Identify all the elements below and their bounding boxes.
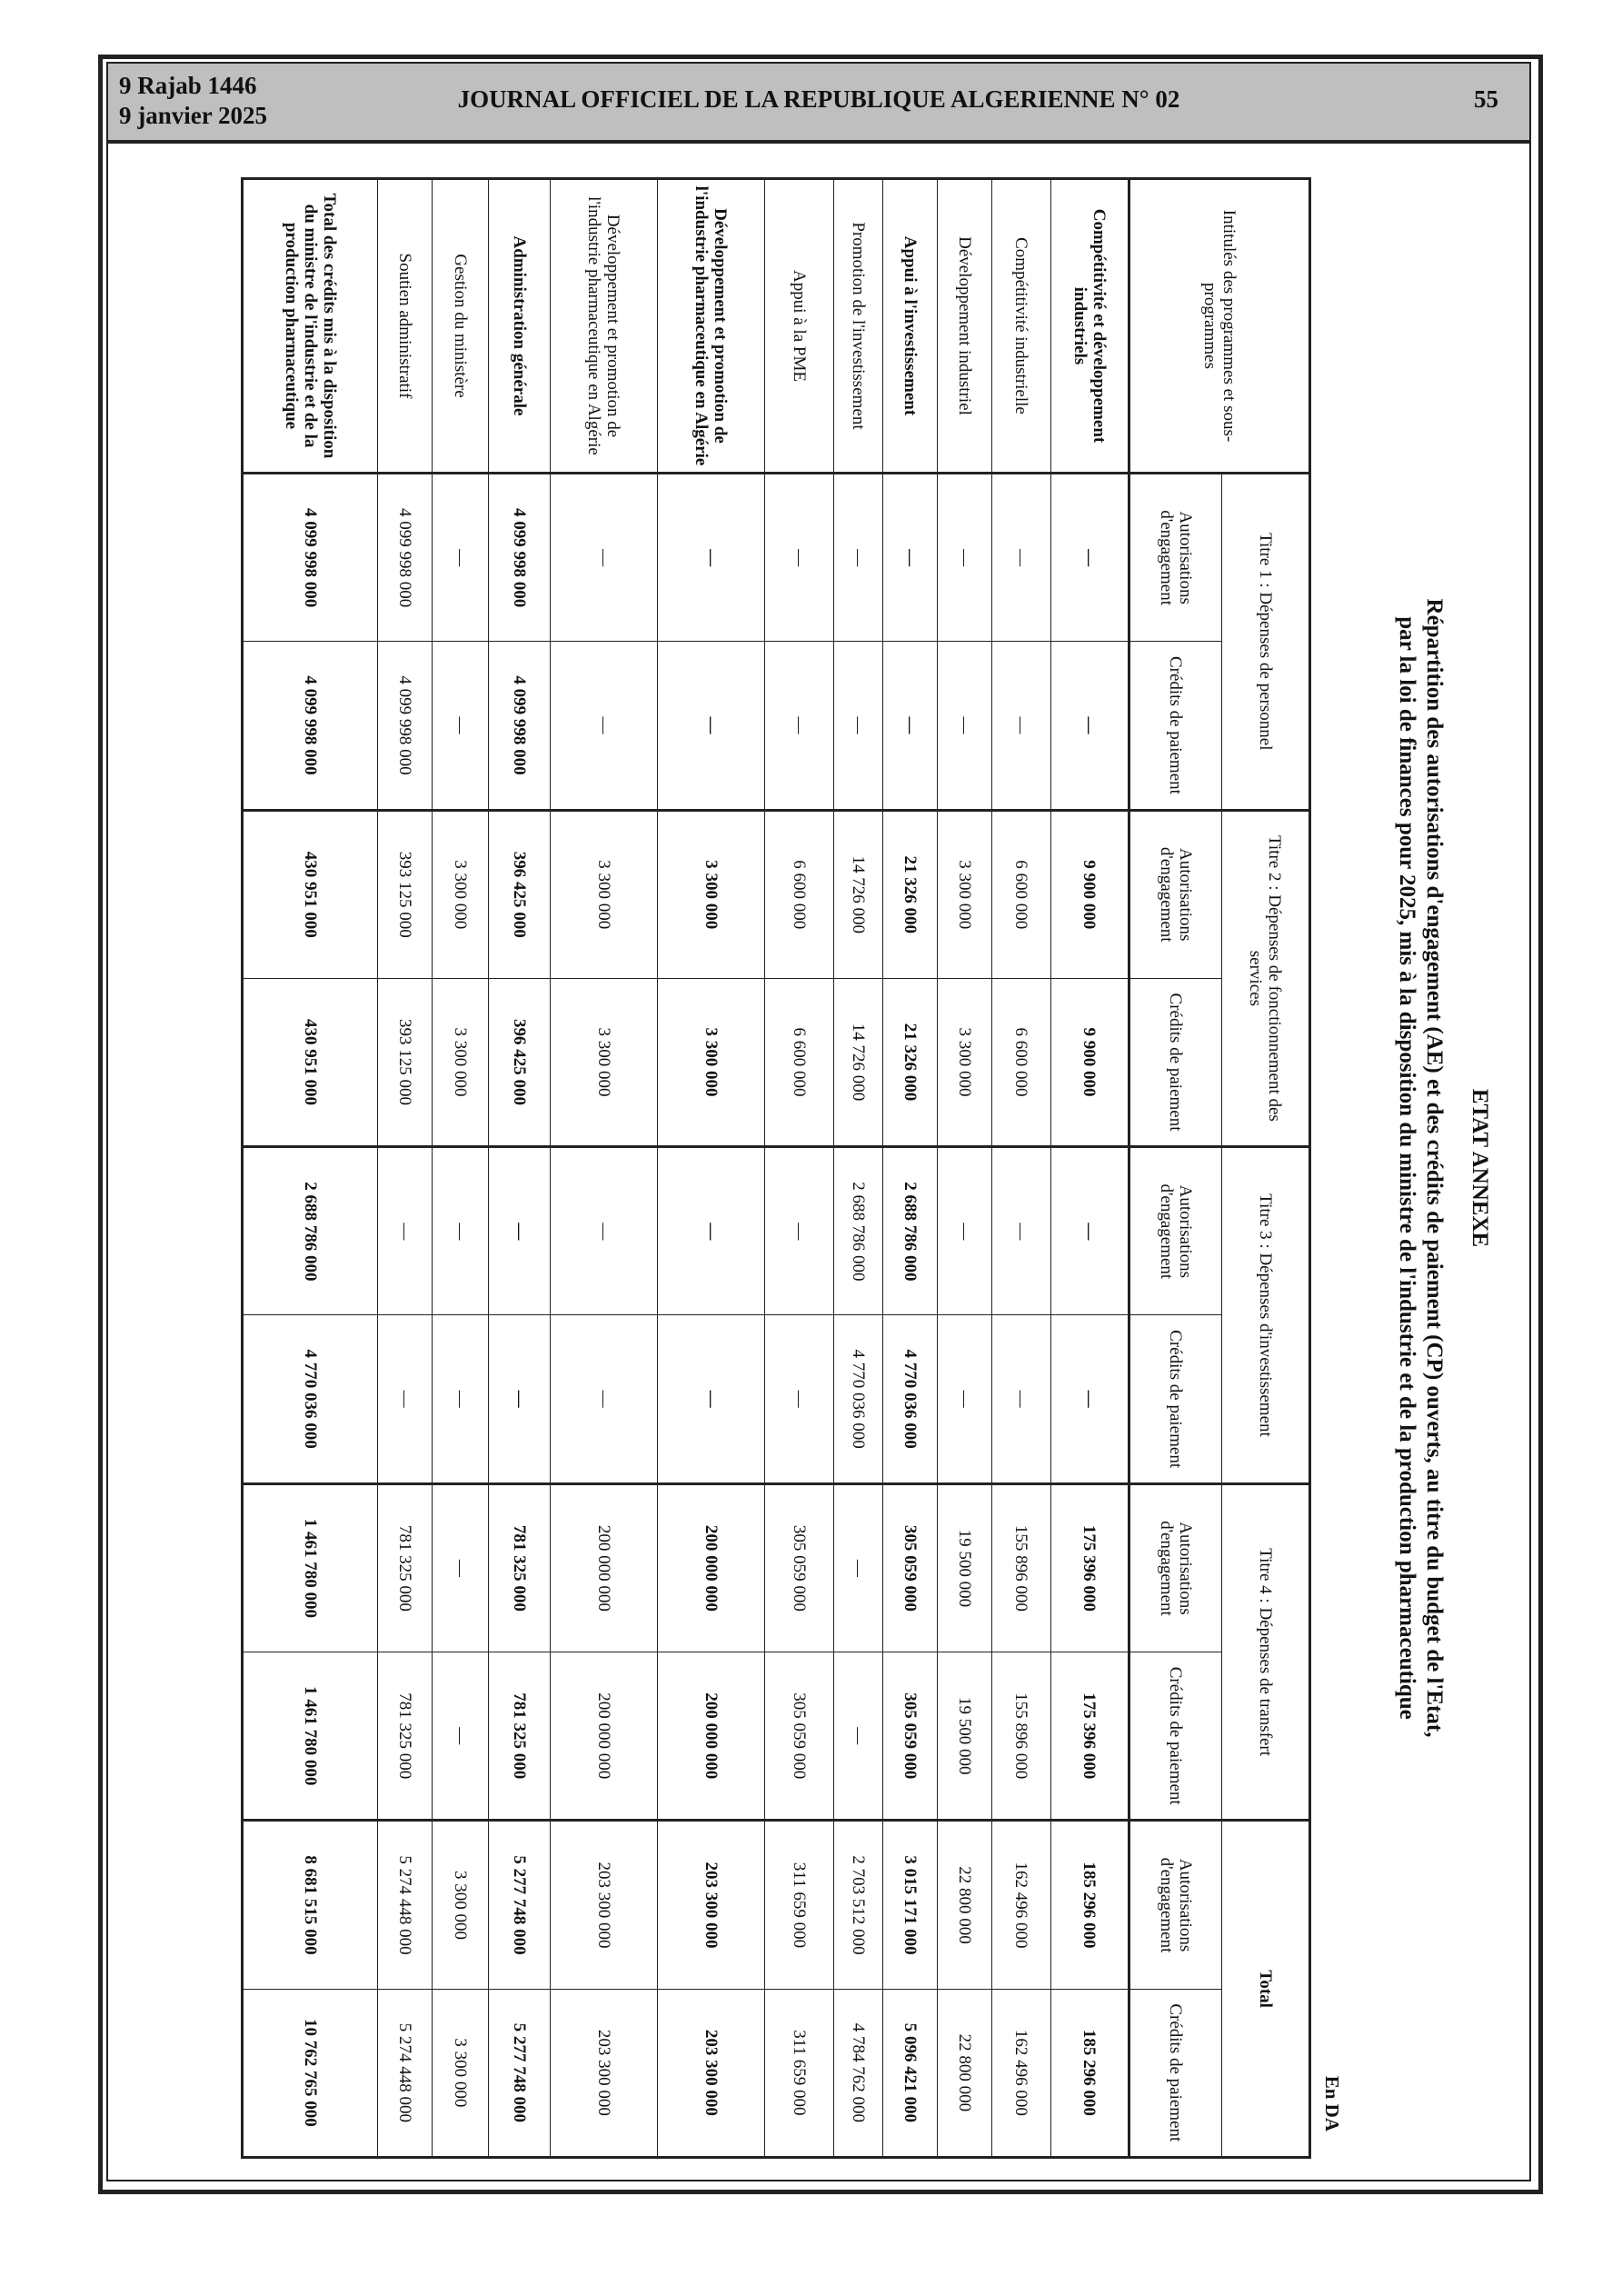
sub-header-ae: Autorisations d'engagement (1129, 1821, 1222, 1989)
cell-cp-value: — (938, 1315, 992, 1483)
annex-description-line1: Répartition des autorisations d'engagement (AE) et des crédits de paiement (CP) ouverts, au titre du budget de l'Etat, (1422, 598, 1447, 1738)
cell-ae-value: 305 059 000 (765, 1483, 834, 1652)
cell-cp-value: — (433, 1652, 489, 1821)
cell-cp-value: 155 896 000 (992, 1652, 1051, 1821)
cell-ae-value: 305 059 000 (883, 1483, 938, 1652)
title-block (1309, 177, 1508, 2159)
cell-cp-value: — (765, 1315, 834, 1483)
cell-cp-value: 4 770 036 000 (834, 1315, 883, 1483)
cell-ae-value: 2 688 786 000 (243, 1147, 378, 1315)
cell-cp-value: 9 900 000 (1051, 978, 1129, 1146)
cell-ae-value: — (938, 1147, 992, 1315)
sub-header-cp: Crédits de paiement (1129, 978, 1222, 1146)
sub-header-ae: Autorisations d'engagement (1129, 1483, 1222, 1652)
cell-ae-value: 14 726 000 (834, 810, 883, 978)
cell-ae-value: 430 951 000 (243, 810, 378, 978)
cell-cp-value: 203 300 000 (551, 1989, 658, 2157)
cell-ae-value: 781 325 000 (378, 1483, 433, 1652)
cell-cp-value: 3 300 000 (551, 978, 658, 1146)
cell-ae-value: — (992, 474, 1051, 642)
cell-cp-value: 14 726 000 (834, 978, 883, 1146)
cell-cp-value: 4 784 762 000 (834, 1989, 883, 2157)
row-label: Développement et promotion de l'industrie pharmaceutique en Algérie (658, 179, 765, 474)
cell-cp-value: 3 300 000 (938, 978, 992, 1146)
gregorian-date: 9 janvier 2025 (119, 102, 267, 129)
cell-ae-value: 5 274 448 000 (378, 1821, 433, 1989)
currency-unit: En DA (1321, 2075, 1343, 2131)
sub-program-row (433, 179, 489, 2158)
row-label: Administration générale (489, 179, 551, 474)
group-header-titre2: Titre 2 : Dépenses de fonctionnement des services (1222, 810, 1310, 1147)
program-row (658, 179, 765, 2158)
sub-program-row (992, 179, 1051, 2158)
table-body (243, 179, 1129, 2158)
cell-ae-value: — (433, 474, 489, 642)
budget-table-wrapper (241, 177, 1311, 2159)
cell-cp-value: 311 659 000 (765, 1989, 834, 2157)
cell-ae-value: 155 896 000 (992, 1483, 1051, 1652)
cell-ae-value: 3 300 000 (938, 810, 992, 978)
cell-ae-value: 19 500 000 (938, 1483, 992, 1652)
row-label: Compétitivité et développement industriels (1051, 179, 1129, 474)
row-label: Soutien administratif (378, 179, 433, 474)
sub-header-ae: Autorisations d'engagement (1129, 810, 1222, 978)
cell-ae-value: 4 099 998 000 (489, 474, 551, 642)
cell-ae-value: 175 396 000 (1051, 1483, 1129, 1652)
cell-cp-value: — (1051, 642, 1129, 810)
group-header-titre3: Titre 3 : Dépenses d'investissement (1222, 1147, 1310, 1484)
cell-ae-value: 203 300 000 (658, 1821, 765, 1989)
cell-ae-value: 4 099 998 000 (243, 474, 378, 642)
cell-cp-value: — (551, 642, 658, 810)
cell-ae-value: 3 015 171 000 (883, 1821, 938, 1989)
sub-header-cp: Crédits de paiement (1129, 1315, 1222, 1483)
cell-ae-value: — (1051, 474, 1129, 642)
sub-program-row (378, 179, 433, 2158)
cell-ae-value: — (765, 474, 834, 642)
cell-ae-value: — (433, 1147, 489, 1315)
cell-ae-value: 5 277 748 000 (489, 1821, 551, 1989)
cell-cp-value: 175 396 000 (1051, 1652, 1129, 1821)
page-number: 55 (1474, 85, 1498, 113)
cell-ae-value: — (1051, 1147, 1129, 1315)
cell-ae-value: 162 496 000 (992, 1821, 1051, 1989)
cell-cp-value: — (992, 642, 1051, 810)
cell-ae-value: — (765, 1147, 834, 1315)
cell-cp-value: — (834, 1652, 883, 1821)
group-header-row (1222, 179, 1310, 2158)
sub-program-row (938, 179, 992, 2158)
cell-cp-value: 4 099 998 000 (489, 642, 551, 810)
sub-program-row (765, 179, 834, 2158)
cell-cp-value: — (658, 642, 765, 810)
cell-ae-value: 6 600 000 (992, 810, 1051, 978)
cell-cp-value: — (489, 1315, 551, 1483)
cell-cp-value: 4 099 998 000 (243, 642, 378, 810)
journal-header (108, 64, 1529, 144)
cell-cp-value: 781 325 000 (489, 1652, 551, 1821)
cell-cp-value: 6 600 000 (765, 978, 834, 1146)
cell-ae-value: — (658, 474, 765, 642)
row-label: Appui à l'investissement (883, 179, 938, 474)
cell-ae-value: — (378, 1147, 433, 1315)
cell-ae-value: — (551, 474, 658, 642)
cell-ae-value: 3 300 000 (433, 1821, 489, 1989)
program-row (243, 179, 378, 2158)
budget-allocation-table (241, 177, 1311, 2159)
cell-cp-value: 6 600 000 (992, 978, 1051, 1146)
cell-cp-value: 19 500 000 (938, 1652, 992, 1821)
cell-cp-value: 3 300 000 (433, 978, 489, 1146)
cell-ae-value: 3 300 000 (551, 810, 658, 978)
cell-ae-value: 200 000 000 (551, 1483, 658, 1652)
cell-cp-value: 430 951 000 (243, 978, 378, 1146)
annex-heading: ETAT ANNEXE (1468, 1088, 1492, 1248)
cell-ae-value: — (992, 1147, 1051, 1315)
cell-ae-value: 1 461 780 000 (243, 1483, 378, 1652)
cell-ae-value: 203 300 000 (551, 1821, 658, 1989)
cell-cp-value: 185 296 000 (1051, 1989, 1129, 2157)
cell-cp-value: — (883, 642, 938, 810)
cell-ae-value: 2 703 512 000 (834, 1821, 883, 1989)
hijri-date: 9 Rajab 1446 (119, 72, 257, 99)
cell-ae-value: 311 659 000 (765, 1821, 834, 1989)
label-column-header: Intitulés des programmes et sous-programmes (1129, 179, 1310, 474)
cell-ae-value: — (489, 1147, 551, 1315)
cell-cp-value: 22 800 000 (938, 1989, 992, 2157)
row-label: Total des crédits mis à la disposition du ministre de l'industrie et de la production pharmaceutique (243, 179, 378, 474)
cell-cp-value: — (938, 642, 992, 810)
sub-header-ae: Autorisations d'engagement (1129, 1147, 1222, 1315)
journal-title: JOURNAL OFFICIEL DE LA REPUBLIQUE ALGERIENNE N° 02 (457, 85, 1180, 113)
program-row (883, 179, 938, 2158)
cell-cp-value: 21 326 000 (883, 978, 938, 1146)
cell-cp-value: — (433, 642, 489, 810)
sub-header-cp: Crédits de paiement (1129, 1652, 1222, 1821)
cell-cp-value: — (834, 642, 883, 810)
cell-cp-value: 4 770 036 000 (243, 1315, 378, 1483)
cell-cp-value: 781 325 000 (378, 1652, 433, 1821)
cell-cp-value: 305 059 000 (765, 1652, 834, 1821)
cell-cp-value: 203 300 000 (658, 1989, 765, 2157)
cell-cp-value: 5 277 748 000 (489, 1989, 551, 2157)
cell-cp-value: 200 000 000 (658, 1652, 765, 1821)
sub-header-cp: Crédits de paiement (1129, 1989, 1222, 2157)
cell-cp-value: 3 300 000 (433, 1989, 489, 2157)
cell-cp-value: — (658, 1315, 765, 1483)
cell-cp-value: — (551, 1315, 658, 1483)
cell-ae-value: 2 688 786 000 (883, 1147, 938, 1315)
cell-ae-value: 781 325 000 (489, 1483, 551, 1652)
group-header-titre1: Titre 1 : Dépenses de personnel (1222, 474, 1310, 811)
cell-cp-value: 396 425 000 (489, 978, 551, 1146)
cell-ae-value: — (883, 474, 938, 642)
cell-ae-value: — (938, 474, 992, 642)
cell-cp-value: 3 300 000 (658, 978, 765, 1146)
cell-cp-value: 4 099 998 000 (378, 642, 433, 810)
cell-ae-value: 21 326 000 (883, 810, 938, 978)
cell-ae-value: — (551, 1147, 658, 1315)
cell-ae-value: 200 000 000 (658, 1483, 765, 1652)
cell-cp-value: 5 274 448 000 (378, 1989, 433, 2157)
cell-cp-value: — (765, 642, 834, 810)
cell-ae-value: 2 688 786 000 (834, 1147, 883, 1315)
cell-cp-value: 200 000 000 (551, 1652, 658, 1821)
cell-ae-value: — (658, 1147, 765, 1315)
group-header-titre4: Titre 4 : Dépenses de transfert (1222, 1483, 1310, 1821)
cell-ae-value: — (834, 474, 883, 642)
sub-program-row (834, 179, 883, 2158)
cell-cp-value: 393 125 000 (378, 978, 433, 1146)
cell-ae-value: — (834, 1483, 883, 1652)
cell-ae-value: 4 099 998 000 (378, 474, 433, 642)
cell-ae-value: 8 681 515 000 (243, 1821, 378, 1989)
cell-cp-value: 5 096 421 000 (883, 1989, 938, 2157)
cell-cp-value: — (433, 1315, 489, 1483)
program-row (489, 179, 551, 2158)
row-label: Gestion du ministère (433, 179, 489, 474)
cell-ae-value: — (433, 1483, 489, 1652)
cell-ae-value: 3 300 000 (658, 810, 765, 978)
sub-header-row (1129, 179, 1222, 2158)
cell-cp-value: — (378, 1315, 433, 1483)
cell-cp-value: — (992, 1315, 1051, 1483)
program-row (1051, 179, 1129, 2158)
sub-header-cp: Crédits de paiement (1129, 642, 1222, 810)
cell-ae-value: 9 900 000 (1051, 810, 1129, 978)
sub-header-ae: Autorisations d'engagement (1129, 474, 1222, 642)
cell-cp-value: — (1051, 1315, 1129, 1483)
row-label: Compétitivité industrielle (992, 179, 1051, 474)
cell-cp-value: 305 059 000 (883, 1652, 938, 1821)
cell-cp-value: 4 770 036 000 (883, 1315, 938, 1483)
cell-cp-value: 1 461 780 000 (243, 1652, 378, 1821)
group-header-total: Total (1222, 1821, 1310, 2158)
cell-ae-value: 3 300 000 (433, 810, 489, 978)
row-label: Promotion de l'investissement (834, 179, 883, 474)
cell-ae-value: 185 296 000 (1051, 1821, 1129, 1989)
cell-cp-value: 10 762 765 000 (243, 1989, 378, 2157)
cell-ae-value: 393 125 000 (378, 810, 433, 978)
cell-cp-value: 162 496 000 (992, 1989, 1051, 2157)
annex-description-line2: par la loi de finances pour 2025, mis à la disposition du ministre de l'industrie et de la production pharmaceutique (1395, 616, 1419, 1720)
sub-program-row (551, 179, 658, 2158)
row-label: Développement et promotion de l'industrie pharmaceutique en Algérie (551, 179, 658, 474)
cell-ae-value: 22 800 000 (938, 1821, 992, 1989)
cell-ae-value: 396 425 000 (489, 810, 551, 978)
row-label: Appui à la PME (765, 179, 834, 474)
row-label: Développement industriel (938, 179, 992, 474)
cell-ae-value: 6 600 000 (765, 810, 834, 978)
